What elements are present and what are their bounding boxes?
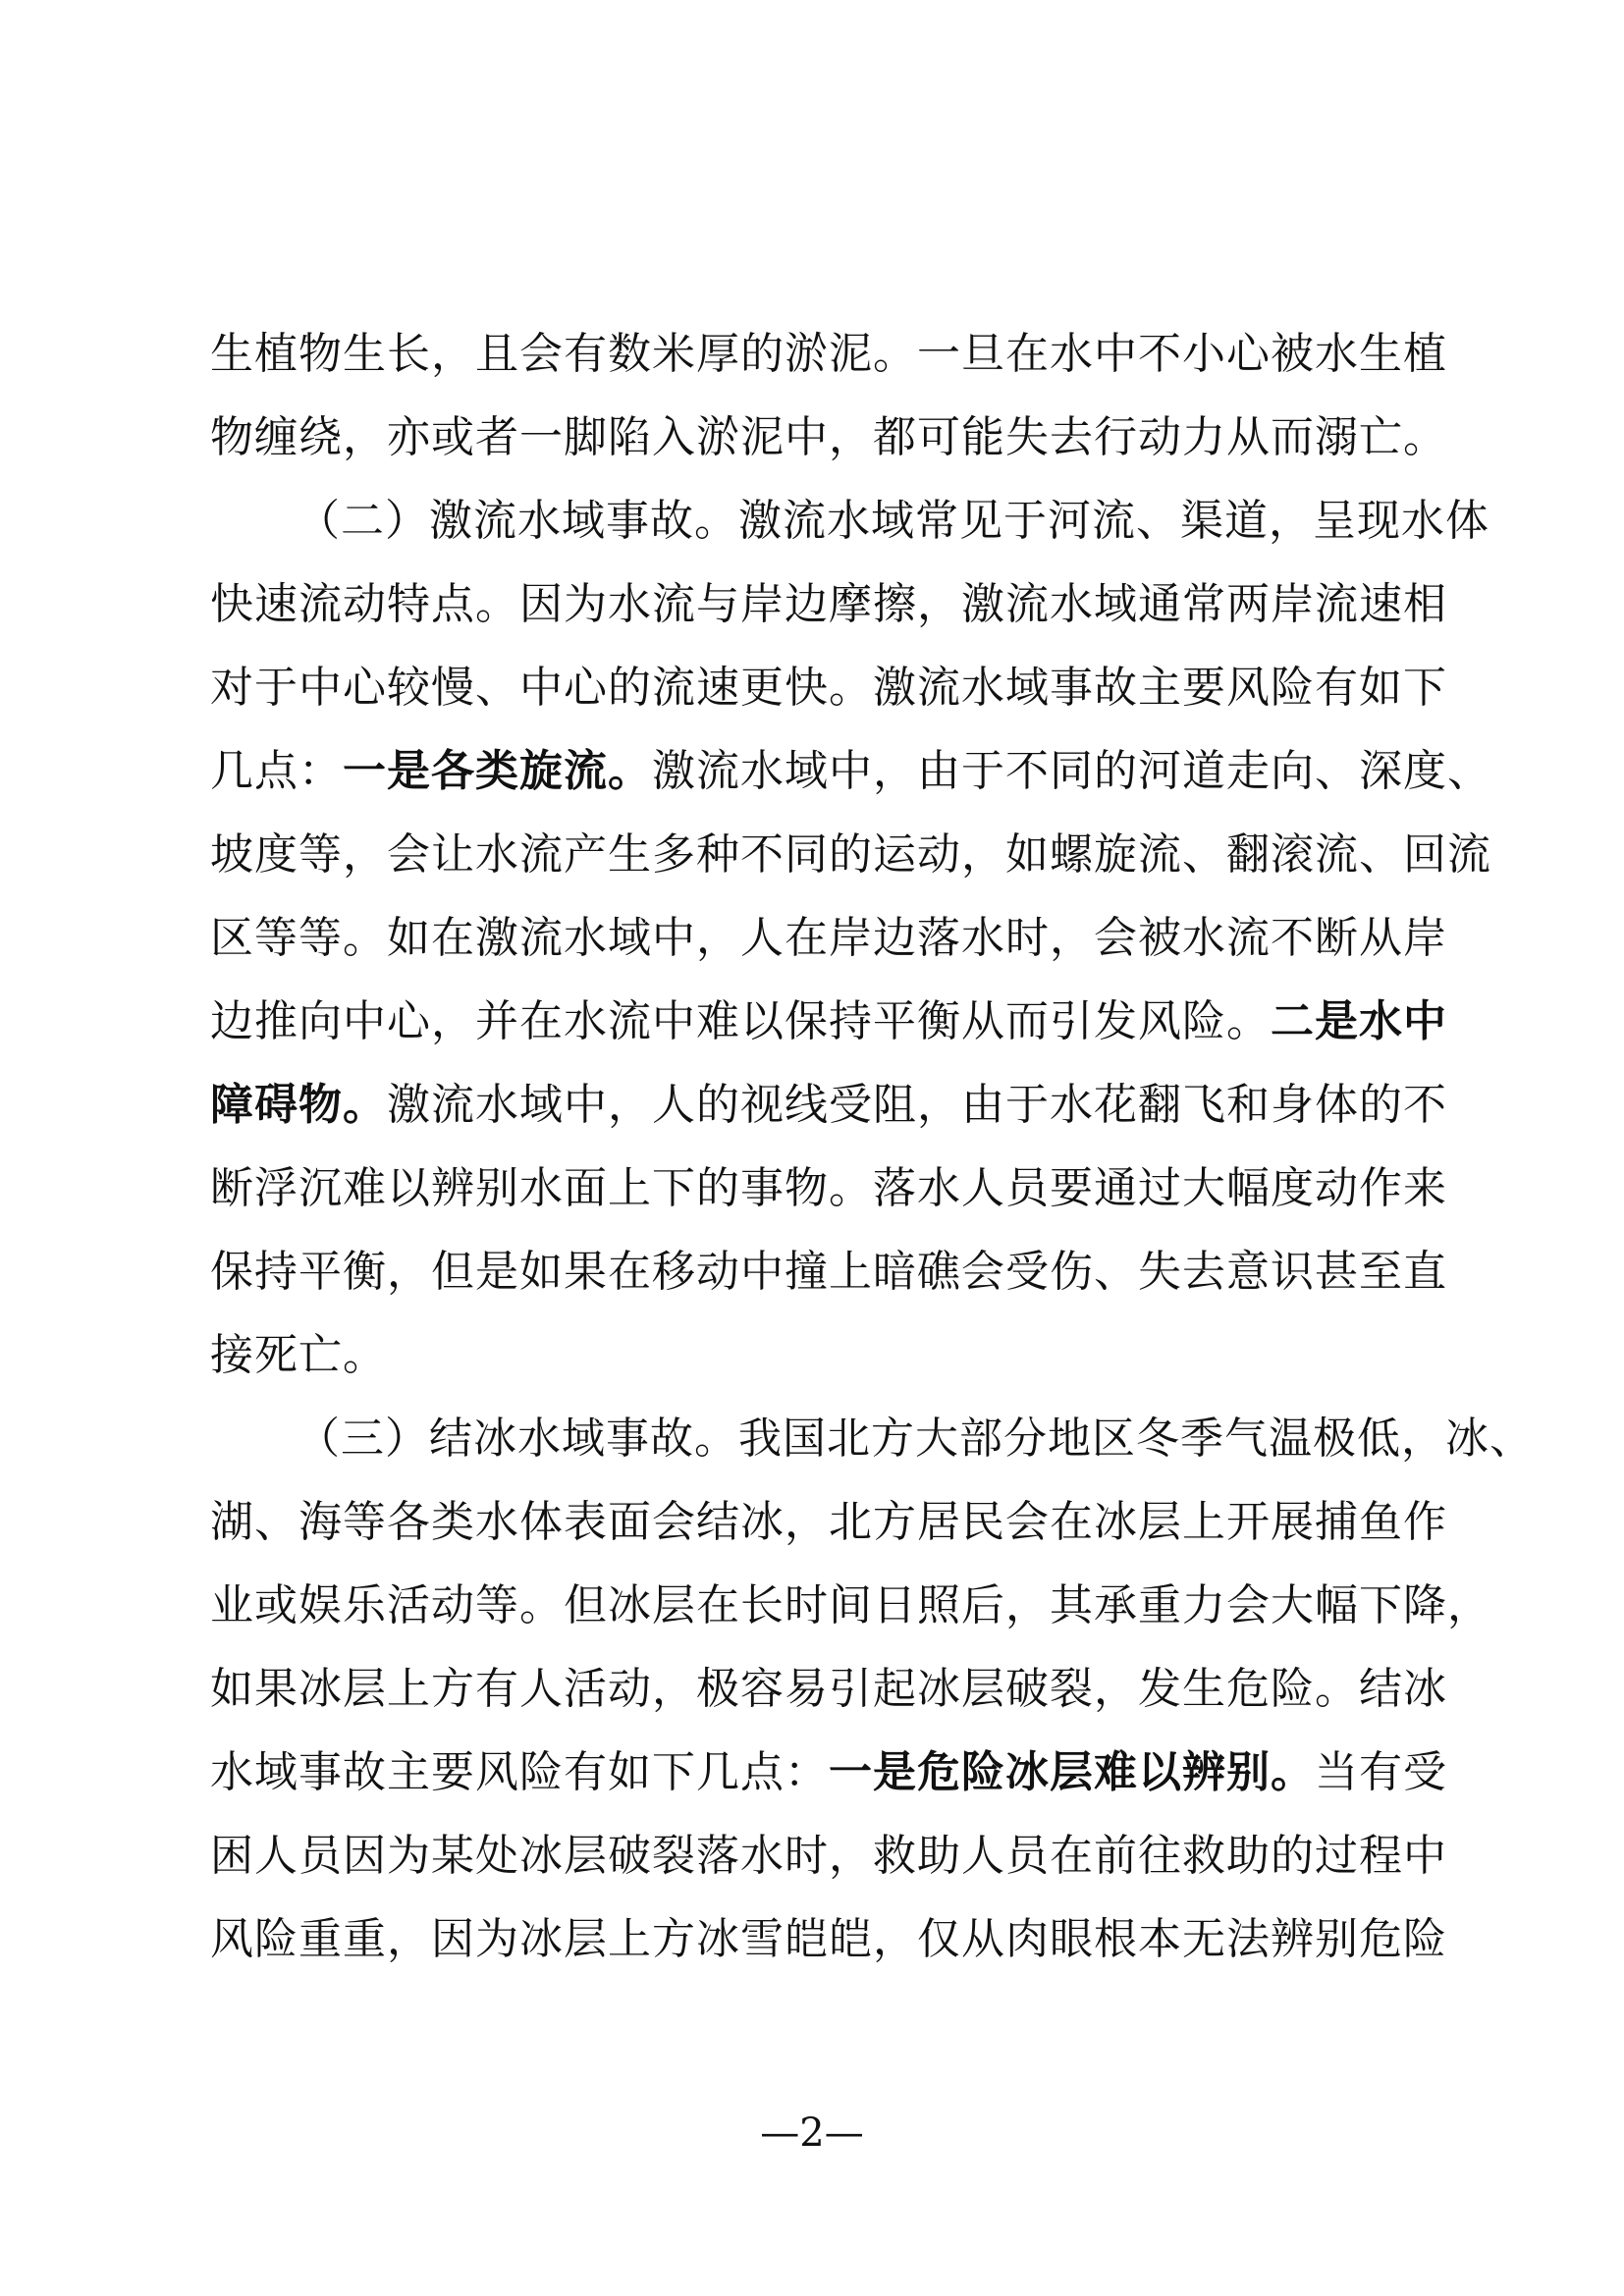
bold-phrase: 一是各类旋流。 [343,746,652,796]
text-line: 水域事故主要风险有如下几点：一是危险冰层难以辨别。当有受 [210,1747,1447,1797]
bold-phrase: 二是水中 [1271,996,1447,1046]
text-line: 快速流动特点。因为水流与岸边摩擦，激流水域通常两岸流速相 [210,579,1447,629]
text-line: 生植物生长，且会有数米厚的淤泥。一旦在水中不小心被水生植 [210,329,1447,379]
section-heading-line: （三）结冰水域事故。我国北方大部分地区冬季气温极低，冰、 [297,1414,1534,1464]
text-line: 边推向中心，并在水流中难以保持平衡从而引发风险。二是水中 [210,996,1447,1046]
bold-phrase: 障碍物。 [210,1080,387,1130]
text-line: 困人员因为某处冰层破裂落水时，救助人员在前往救助的过程中 [210,1831,1447,1881]
page-number: —2— [760,2110,864,2156]
section-heading-line: （二）激流水域事故。激流水域常见于河流、渠道，呈现水体 [297,496,1489,546]
text-line: 湖、海等各类水体表面会结冰，北方居民会在冰层上开展捕鱼作 [210,1497,1447,1547]
text-line: 断浮沉难以辨别水面上下的事物。落水人员要通过大幅度动作来 [210,1163,1447,1213]
text-line: 坡度等，会让水流产生多种不同的运动，如螺旋流、翻滚流、回流 [210,829,1491,880]
text-line: 物缠绕，亦或者一脚陷入淤泥中，都可能失去行动力从而溺亡。 [210,412,1447,462]
text-line: 保持平衡，但是如果在移动中撞上暗礁会受伤、失去意识甚至直 [210,1247,1447,1297]
text-line: 几点：一是各类旋流。激流水域中，由于不同的河道走向、深度、 [210,746,1491,796]
text-line: 风险重重，因为冰层上方冰雪皑皑，仅从肉眼根本无法辨别危险 [210,1914,1447,1964]
text-line: 障碍物。激流水域中，人的视线受阻，由于水花翻飞和身体的不 [210,1080,1447,1130]
body-text [210,312,1534,1981]
text-line: 业或娱乐活动等。但冰层在长时间日照后，其承重力会大幅下降， [210,1580,1491,1630]
text-line: 对于中心较慢、中心的流速更快。激流水域事故主要风险有如下 [210,663,1447,713]
bold-phrase: 一是危险冰层难以辨别。 [829,1747,1315,1797]
text-line: 接死亡。 [210,1330,387,1380]
text-line: 区等等。如在激流水域中，人在岸边落水时，会被水流不断从岸 [210,913,1447,963]
text-line: 如果冰层上方有人活动，极容易引起冰层破裂，发生危险。结冰 [210,1664,1447,1714]
